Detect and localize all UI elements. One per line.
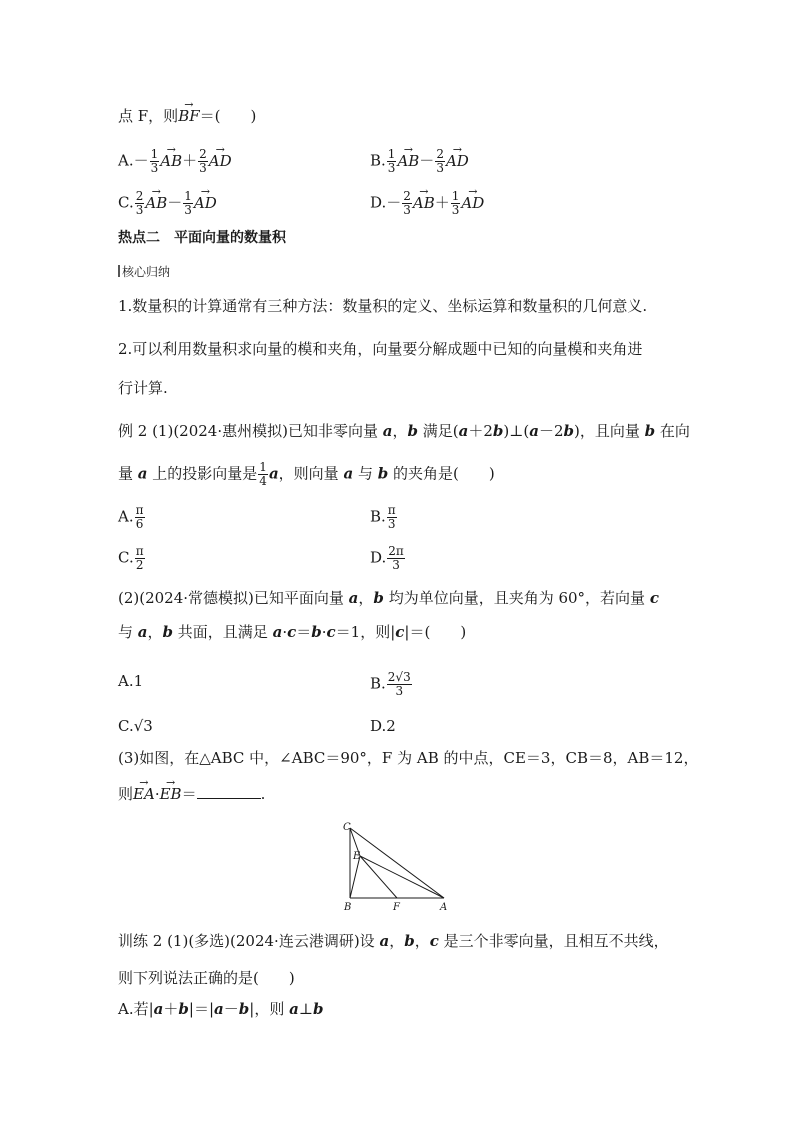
- option-a: A.－ $\frac{1}{3}$ → AB＋ $\frac{2}{3}$ → AD: [118, 148, 232, 175]
- triangle-figure: [336, 818, 456, 914]
- paragraph-2-line2: 行计算.: [118, 379, 168, 397]
- example-2-2-option-b: B. $\frac{2√3}{3}$: [370, 670, 411, 698]
- question-stem: 点 F，则→ BF＝( ): [118, 106, 256, 126]
- example-2-2-line1: (2)(2024·常德模拟)已知平面向量 a，b 均为单位向量，且夹角为 60°，若向量 c: [118, 589, 659, 607]
- section-title: 热点二 平面向量的数量积: [118, 230, 286, 246]
- example-2-1-option-a: A. $\frac{\pi}{6}$: [118, 503, 144, 531]
- label-b: B: [344, 902, 352, 913]
- example-2-2-option-d: D.2: [370, 717, 396, 735]
- label-f: F: [393, 902, 400, 913]
- vector-eb: → EB: [160, 784, 182, 804]
- training-2-option-a: A.若|a＋b|＝|a－b|，则 a⊥b: [118, 1000, 324, 1018]
- paragraph-2-line1: 2.可以利用数量积求向量的模和夹角，向量要分解成题中已知的向量模和夹角进: [118, 340, 643, 358]
- example-2-1-line2: 量 a 上的投影向量是 $\frac{1}{4}$ a，则向量 a 与 b 的夹角是( ): [118, 460, 495, 488]
- example-2-3-line2: 则→ EA·→ EB＝ .: [118, 784, 265, 804]
- training-2-line1: 训练 2 (1)(多选)(2024·连云港调研)设 a，b，c 是三个非零向量，且相互不共线，: [118, 932, 669, 950]
- option-c: C. $\frac{2}{3}$ → AB－ $\frac{1}{3}$ → AD: [118, 190, 217, 217]
- example-2-1-option-b: B. $\frac{\pi}{3}$: [370, 503, 396, 531]
- example-2-2-option-a: A.1: [118, 672, 144, 690]
- example-2-1-option-d: D. $\frac{2\pi}{3}$: [370, 544, 404, 572]
- option-d: D.－ $\frac{2}{3}$ → AB＋ $\frac{1}{3}$ → AD: [370, 190, 484, 217]
- label-a: A: [440, 902, 448, 913]
- example-2-1-line1: 例 2 (1)(2024·惠州模拟)已知非零向量 a，b 满足(a＋2b)⊥(a－2b)，且向量 b 在向: [118, 422, 690, 440]
- label-c: C: [343, 822, 351, 833]
- vector-ea: → EA: [133, 784, 155, 804]
- answer-blank: [197, 784, 261, 799]
- example-2-3-line1: (3)如图，在△ABC 中，∠ABC＝90°，F 为 AB 的中点，CE＝3，CB＝8，AB＝12，: [118, 749, 699, 767]
- paragraph-1: 1.数量积的计算通常有三种方法：数量积的定义、坐标运算和数量积的几何意义.: [118, 297, 648, 315]
- bar-icon: [118, 265, 120, 277]
- label-e: E: [353, 851, 361, 862]
- option-b: B. $\frac{1}{3}$ → AB－ $\frac{2}{3}$ → AD: [370, 148, 469, 175]
- vector-bf: → BF: [178, 106, 199, 126]
- training-2-line2: 则下列说法正确的是( ): [118, 969, 295, 987]
- example-2-2-line2: 与 a，b 共面，且满足 a·c＝b·c＝1，则|c|＝( ): [118, 623, 467, 641]
- segment-eb: [350, 856, 360, 898]
- segment-ef: [360, 856, 397, 898]
- example-2-1-option-c: C. $\frac{\pi}{2}$: [118, 544, 144, 572]
- section-subtitle: 核心归纳: [118, 262, 170, 282]
- segment-ca: [350, 828, 444, 898]
- segment-ea: [360, 856, 444, 898]
- example-2-2-option-c: C.√3: [118, 717, 153, 735]
